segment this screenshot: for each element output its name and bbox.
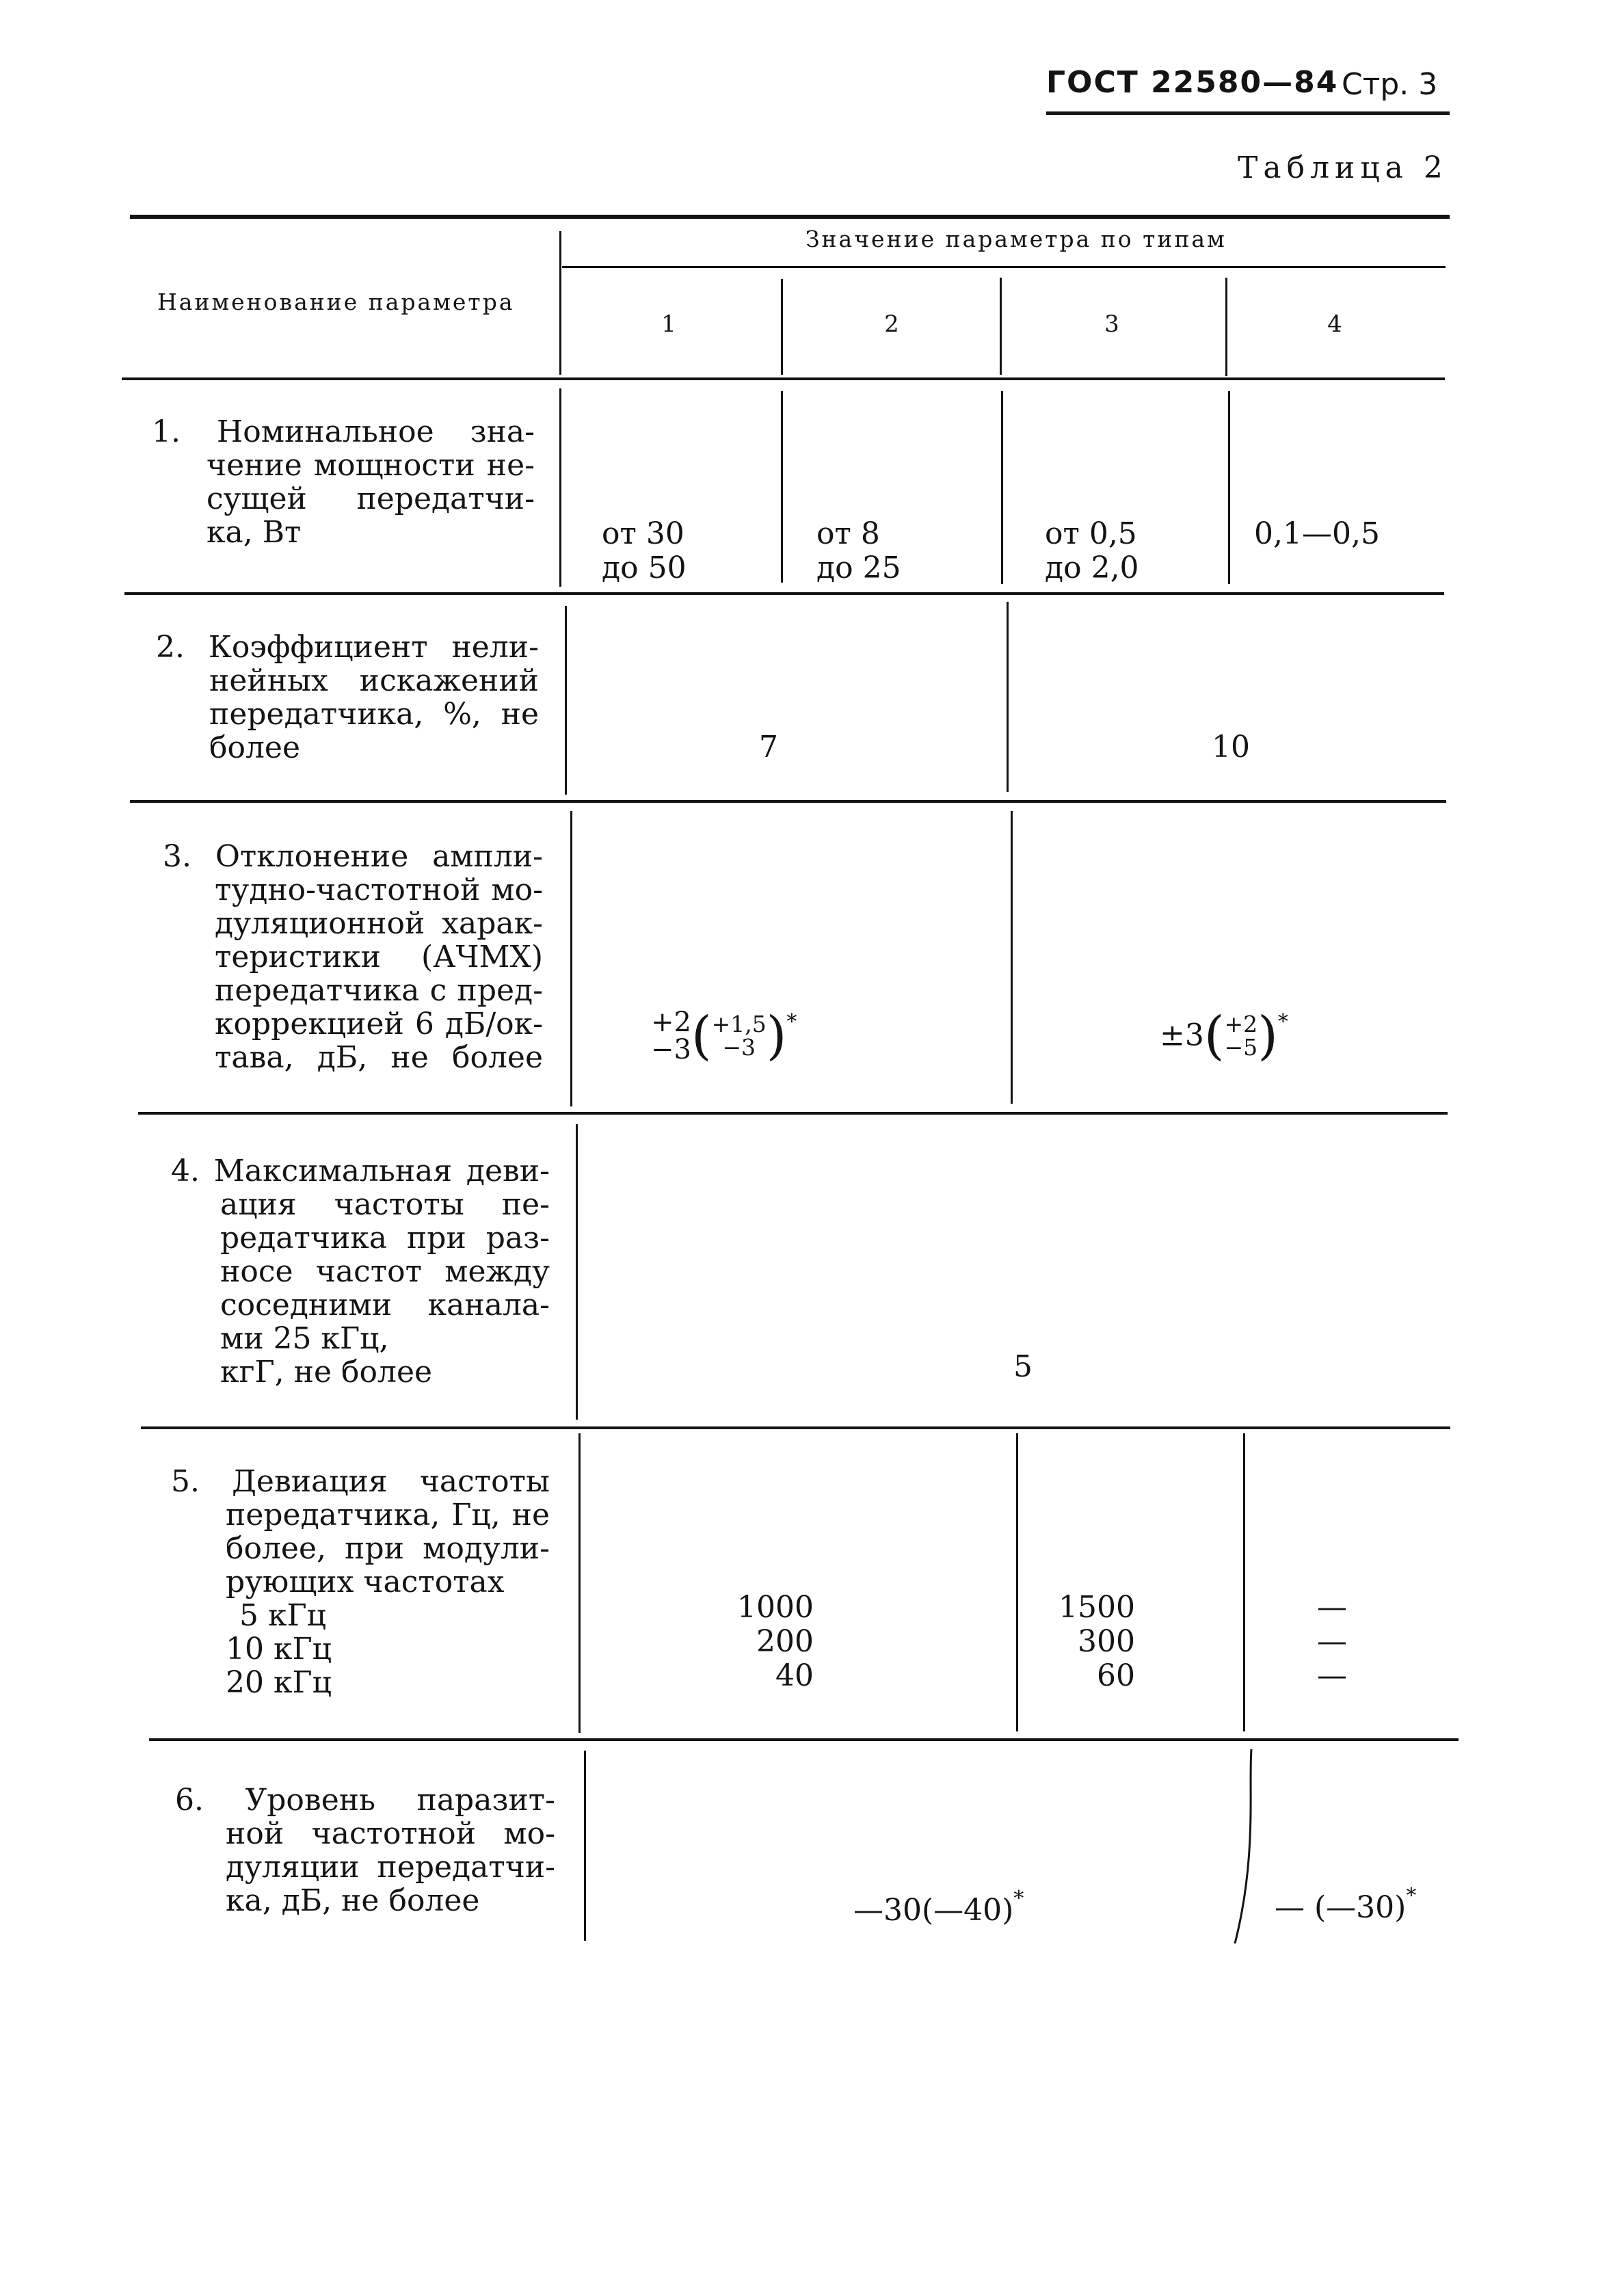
row-1-param-line: ка, Вт — [207, 515, 302, 550]
param-column-rule-row-4 — [576, 1124, 578, 1420]
row-5-param-line: передатчика, Гц, не — [226, 1498, 550, 1532]
tolerance-main: ±3 — [1160, 1018, 1204, 1053]
row-1-param — [152, 415, 535, 549]
type-2-header: 2 — [884, 310, 899, 338]
row-3-types-1-2-value — [651, 1005, 797, 1066]
row-1-bottom-rule — [124, 592, 1444, 595]
row-3-param — [163, 840, 543, 1074]
type-2-3-rule-row-1 — [1001, 391, 1003, 584]
row-2-types-3-4-value: 10 — [1212, 730, 1250, 765]
row-6-param — [175, 1783, 555, 1917]
row-1-type-1-line: от 30 — [602, 516, 684, 551]
tolerance-alt-lower: −5 — [1224, 1033, 1258, 1061]
row-5-param — [171, 1465, 550, 1699]
type-3-4-rule-row-1 — [1228, 391, 1230, 584]
row-3-bottom-rule — [138, 1112, 1448, 1115]
row-5-value-10khz: 300 — [1078, 1624, 1135, 1659]
paren-open: ( — [691, 1005, 712, 1066]
types-2-3-rule-row-2 — [1007, 602, 1009, 792]
header-bottom-rule — [122, 377, 1445, 380]
paren-close: ) — [1257, 1005, 1278, 1066]
param-column-rule-row-3 — [570, 811, 572, 1106]
row-2-types-1-2-value: 7 — [759, 730, 778, 765]
row-4-param-line: ми 25 кГц, — [220, 1321, 389, 1356]
row-1-type-3-line: от 0,5 — [1045, 516, 1137, 551]
paren-open: ( — [1203, 1005, 1225, 1066]
type-1-header: 1 — [661, 310, 676, 338]
row-2-param — [156, 630, 539, 765]
tolerance-lower: −3 — [651, 1033, 691, 1065]
row-2-bottom-rule — [130, 800, 1446, 803]
row-5-bottom-rule — [149, 1738, 1459, 1741]
row-3-param-line: теристики (АЧМХ) — [215, 940, 543, 974]
row-1-type-1-value — [602, 517, 687, 585]
row-2-param-line: передатчика, %, не — [209, 697, 539, 732]
row-3-param-line: дуляционной харак- — [215, 906, 543, 941]
row-6-param-line: ной частотной мо- — [226, 1816, 555, 1851]
paren-close: ) — [766, 1005, 787, 1066]
row-1-type-3-value — [1045, 517, 1139, 585]
type-2-3-rule-header — [1000, 278, 1002, 375]
param-column-rule-row-5 — [578, 1433, 581, 1733]
row-1-param-line: сущей передатчи- — [207, 481, 535, 516]
table-top-rule — [130, 215, 1450, 219]
tolerance-upper: +2 — [651, 1006, 691, 1038]
param-column-rule-row-1 — [559, 388, 561, 587]
row-6-param-line: дуляции передатчи- — [226, 1850, 555, 1885]
row-3-param-line: 3. Отклонение ампли- — [163, 839, 543, 874]
type-subheader-rule — [562, 266, 1446, 268]
row-1-param-line: 1. Номинальное зна- — [152, 414, 535, 449]
row-3-param-line: тудно-частотной мо- — [215, 873, 543, 907]
param-column-rule-row-6 — [584, 1751, 586, 1941]
row-5-types-1-2-values — [704, 1591, 814, 1693]
row-3-types-3-4-value — [1160, 1005, 1288, 1066]
row-5-value-20khz: 40 — [775, 1658, 814, 1693]
row-3-param-line: коррекцией 6 дБ/ок- — [215, 1007, 543, 1041]
footnote-mark: * — [1406, 1884, 1417, 1908]
row-1-type-2-value — [816, 517, 901, 585]
row-5-type-4-values — [1317, 1591, 1347, 1693]
tolerance-alt — [1224, 1010, 1258, 1061]
row-3-param-line: передатчика с пред- — [215, 973, 543, 1008]
types-2-3-rule-row-5 — [1016, 1433, 1018, 1731]
tolerance-main — [651, 1006, 691, 1065]
row-6-param-line: ка, дБ, не более — [226, 1883, 480, 1918]
footnote-mark: * — [1013, 1887, 1024, 1911]
type-3-4-rule-row-6 — [1231, 1748, 1258, 1946]
row-1-type-1-line: до 50 — [602, 550, 687, 585]
param-column-rule — [559, 231, 561, 375]
row-4-param-line: носе частот между — [220, 1254, 550, 1289]
row-5-param-line: 5 кГц — [239, 1598, 326, 1633]
row-1-type-4-line: 0,1—0,5 — [1254, 516, 1380, 551]
row-4-param — [171, 1154, 550, 1389]
footnote-mark: * — [1277, 1010, 1288, 1034]
footnote-mark: * — [786, 1010, 797, 1034]
row-4-param-line: соседними канала- — [220, 1288, 550, 1323]
row-1-type-2-line: от 8 — [816, 516, 880, 551]
row-4-bottom-rule — [141, 1426, 1450, 1429]
header-rule — [1046, 111, 1450, 115]
tolerance-alt-lower: −3 — [722, 1033, 756, 1061]
param-column-rule-row-2 — [565, 606, 567, 795]
type-4-header: 4 — [1327, 310, 1342, 338]
row-5-value-5khz: 1500 — [1059, 1590, 1135, 1625]
row-2-param-line: 2. Коэффициент нели- — [156, 630, 539, 665]
row-5-param-line: 5. Девиация частоты — [171, 1464, 550, 1499]
row-1-param-line: чение мощности не- — [207, 448, 535, 483]
table-title: Таблица 2 — [1238, 150, 1448, 185]
tolerance-alt-upper: +2 — [1224, 1010, 1258, 1037]
row-4-all-types-value: 5 — [1013, 1349, 1033, 1384]
type-1-2-rule-header — [781, 279, 783, 375]
row-1-type-3-line: до 2,0 — [1045, 550, 1139, 585]
types-2-3-rule-row-3 — [1011, 811, 1013, 1104]
row-1-type-4-value — [1254, 517, 1380, 551]
row-3-param-line: тава, дБ, не более — [215, 1040, 543, 1075]
row-1-type-2-line: до 25 — [816, 550, 901, 585]
type-group-header: Значение параметра по типам — [806, 226, 1227, 252]
row-6-param-line: 6. Уровень паразит- — [175, 1783, 555, 1818]
row-2-param-line: более — [209, 730, 301, 765]
type-3-4-rule-row-5 — [1243, 1433, 1245, 1731]
row-4-param-line: редатчика при раз- — [220, 1221, 550, 1256]
row-5-value-5khz: 1000 — [737, 1590, 814, 1625]
row-4-param-line: 4. Максимальная деви- — [171, 1154, 550, 1188]
row-5-value-5khz: — — [1317, 1590, 1347, 1625]
row-4-param-line: ация частоты пе- — [220, 1187, 550, 1222]
row-5-value-20khz: 60 — [1097, 1658, 1135, 1693]
row-5-value-10khz: 200 — [756, 1624, 814, 1659]
type-3-4-rule-header — [1225, 278, 1227, 376]
row-5-param-line: более, при модули- — [226, 1531, 550, 1566]
page-number: Стр. 3 — [1342, 67, 1438, 102]
row-4-param-line: кгГ, не более — [220, 1355, 433, 1390]
row-6-type-4-text: — (—30) — [1275, 1890, 1407, 1925]
row-2-param-line: нейных искажений — [209, 663, 539, 698]
row-5-param-line: 20 кГц — [226, 1665, 332, 1700]
row-5-value-10khz: — — [1317, 1624, 1347, 1659]
tolerance-alt — [711, 1010, 767, 1061]
row-5-type-3-values — [1026, 1591, 1135, 1693]
type-1-2-rule-row-1 — [781, 391, 783, 583]
row-6-types-1-3-text: —30(—40) — [853, 1893, 1014, 1928]
row-5-param-line: 10 кГц — [226, 1632, 332, 1666]
document-code: ГОСТ 22580—84 — [1046, 65, 1339, 100]
tolerance-alt-upper: +1,5 — [711, 1010, 767, 1037]
type-3-header: 3 — [1104, 310, 1119, 338]
row-5-value-20khz: — — [1317, 1658, 1347, 1693]
row-6-type-4-value — [1275, 1879, 1416, 1925]
row-6-types-1-3-value — [853, 1882, 1024, 1928]
param-column-header: Наименование параметра — [157, 289, 515, 315]
row-5-param-line: рующих частотах — [226, 1565, 505, 1599]
